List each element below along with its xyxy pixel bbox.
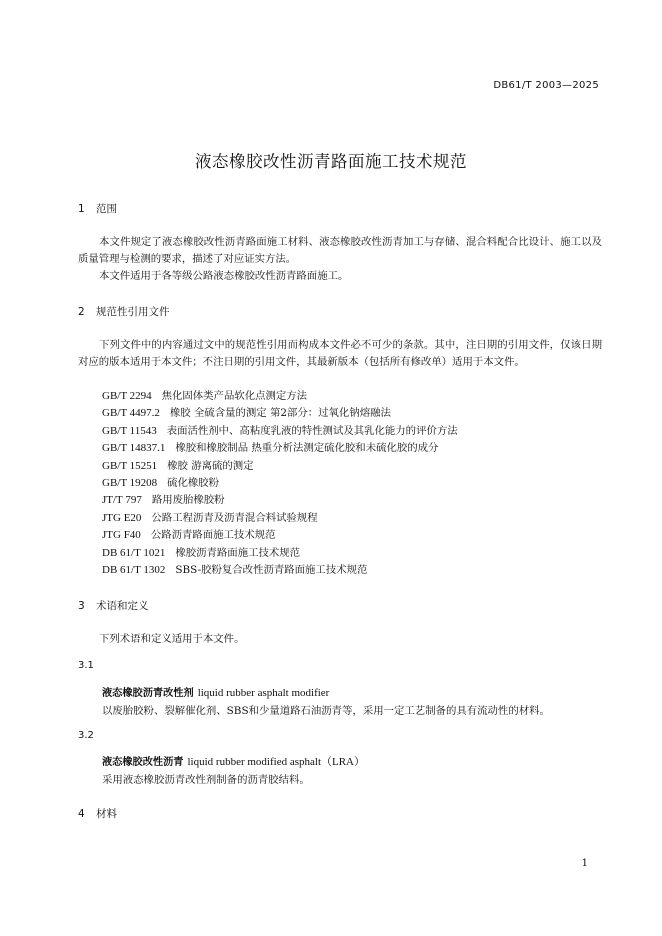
reference-code: DB 61/T 1302 [102,563,166,576]
reference-code: JTG E20 [102,511,142,524]
section-title: 材料 [96,808,117,820]
section-number: 1 [78,203,85,215]
section-1-paragraph-1: 本文件规定了液态橡胶改性沥青路面施工材料、液态橡胶改性沥青加工与存储、混合料配合比设计、施工以及质量管理与检测的要求，描述了对应证实方法。 [78,236,602,265]
section-2-heading [78,304,170,319]
term-chinese: 液态橡胶改性沥青 [102,757,184,768]
reference-title: 公路沥青路面施工技术规范 [150,529,276,542]
section-title: 术语和定义 [96,600,149,612]
term-3-1-number: 3.1 [78,660,94,671]
section-title: 范围 [96,203,117,215]
term-3-2 [102,753,365,769]
reference-title: 橡胶 全硫含量的测定 第2部分：过氧化钠熔融法 [169,407,391,420]
section-number: 4 [78,808,85,820]
reference-title: 公路工程沥青及沥青混合料试验规程 [151,511,318,524]
reference-title: 橡胶沥青路面施工技术规范 [175,546,301,559]
document-title: 液态橡胶改性沥青路面施工技术规范 [195,152,467,171]
reference-item [102,475,458,492]
section-3-heading [78,598,149,613]
reference-title: 焦化固体类产品软化点测定方法 [161,390,308,402]
term-3-1 [102,684,329,699]
section-1-heading [78,201,117,216]
section-1-paragraph-2: 本文件适用于各等级公路液态橡胶改性沥青路面施工。 [99,270,349,282]
reference-code: DB 61/T 1021 [102,546,166,559]
term-chinese: 液态橡胶沥青改性剂 [102,688,194,699]
reference-item [102,405,458,422]
reference-code: GB/T 19208 [102,476,158,489]
reference-item [102,458,458,475]
section-3-intro: 下列术语和定义适用于本文件。 [99,633,245,645]
section-number: 3 [78,600,85,612]
reference-code: GB/T 15251 [102,459,158,472]
term-3-1-definition: 以废胎胶粉、裂解催化剂、SBS和少量道路石油沥青等，采用一定工艺制备的具有流动性的材料。 [102,705,550,717]
reference-list [102,388,458,579]
reference-item [102,510,458,527]
section-number: 2 [78,306,85,318]
reference-title: 路用废胎橡胶粉 [151,494,225,507]
reference-item [102,527,458,544]
section-4-heading [78,806,117,821]
term-3-2-definition: 采用液态橡胶沥青改性剂制备的沥青胶结料。 [102,774,310,786]
reference-item [102,423,458,440]
page-number: 1 [581,858,588,869]
reference-code: GB/T 4497.2 [102,407,160,420]
section-title: 规范性引用文件 [96,306,170,318]
term-english: liquid rubber modified asphalt（LRA） [187,756,365,768]
reference-code: GB/T 11543 [102,424,157,437]
document-code: DB61/T 2003—2025 [493,80,599,91]
reference-code: JT/T 797 [102,494,142,507]
reference-title: SBS-胶粉复合改性沥青路面施工技术规范 [175,563,368,576]
reference-item [102,545,458,562]
term-english: liquid rubber asphalt modifier [197,687,330,699]
reference-item [102,440,458,457]
reference-item [102,562,458,579]
reference-code: GB/T 2294 [102,390,152,402]
term-3-2-number: 3.2 [78,730,94,741]
reference-title: 表面活性剂中、高粘度乳液的特性测试及其乳化能力的评价方法 [166,424,458,437]
reference-title: 橡胶和橡胶制品 热重分析法测定硫化胶和未硫化胶的成分 [175,442,439,455]
reference-title: 橡胶 游离硫的测定 [167,459,254,472]
reference-title: 硫化橡胶粉 [167,476,220,489]
section-2-intro: 下列文件中的内容通过文中的规范性引用而构成本文件必不可少的条款。其中，注日期的引用文件，仅该日期对应的版本适用于本文件；不注日期的引用文件，其最新版本（包括所有修改单）适用于本文件。 [78,339,602,368]
reference-item [102,388,458,405]
reference-code: GB/T 14837.1 [102,442,166,455]
reference-item [102,492,458,509]
reference-code: JTG F40 [102,529,141,542]
